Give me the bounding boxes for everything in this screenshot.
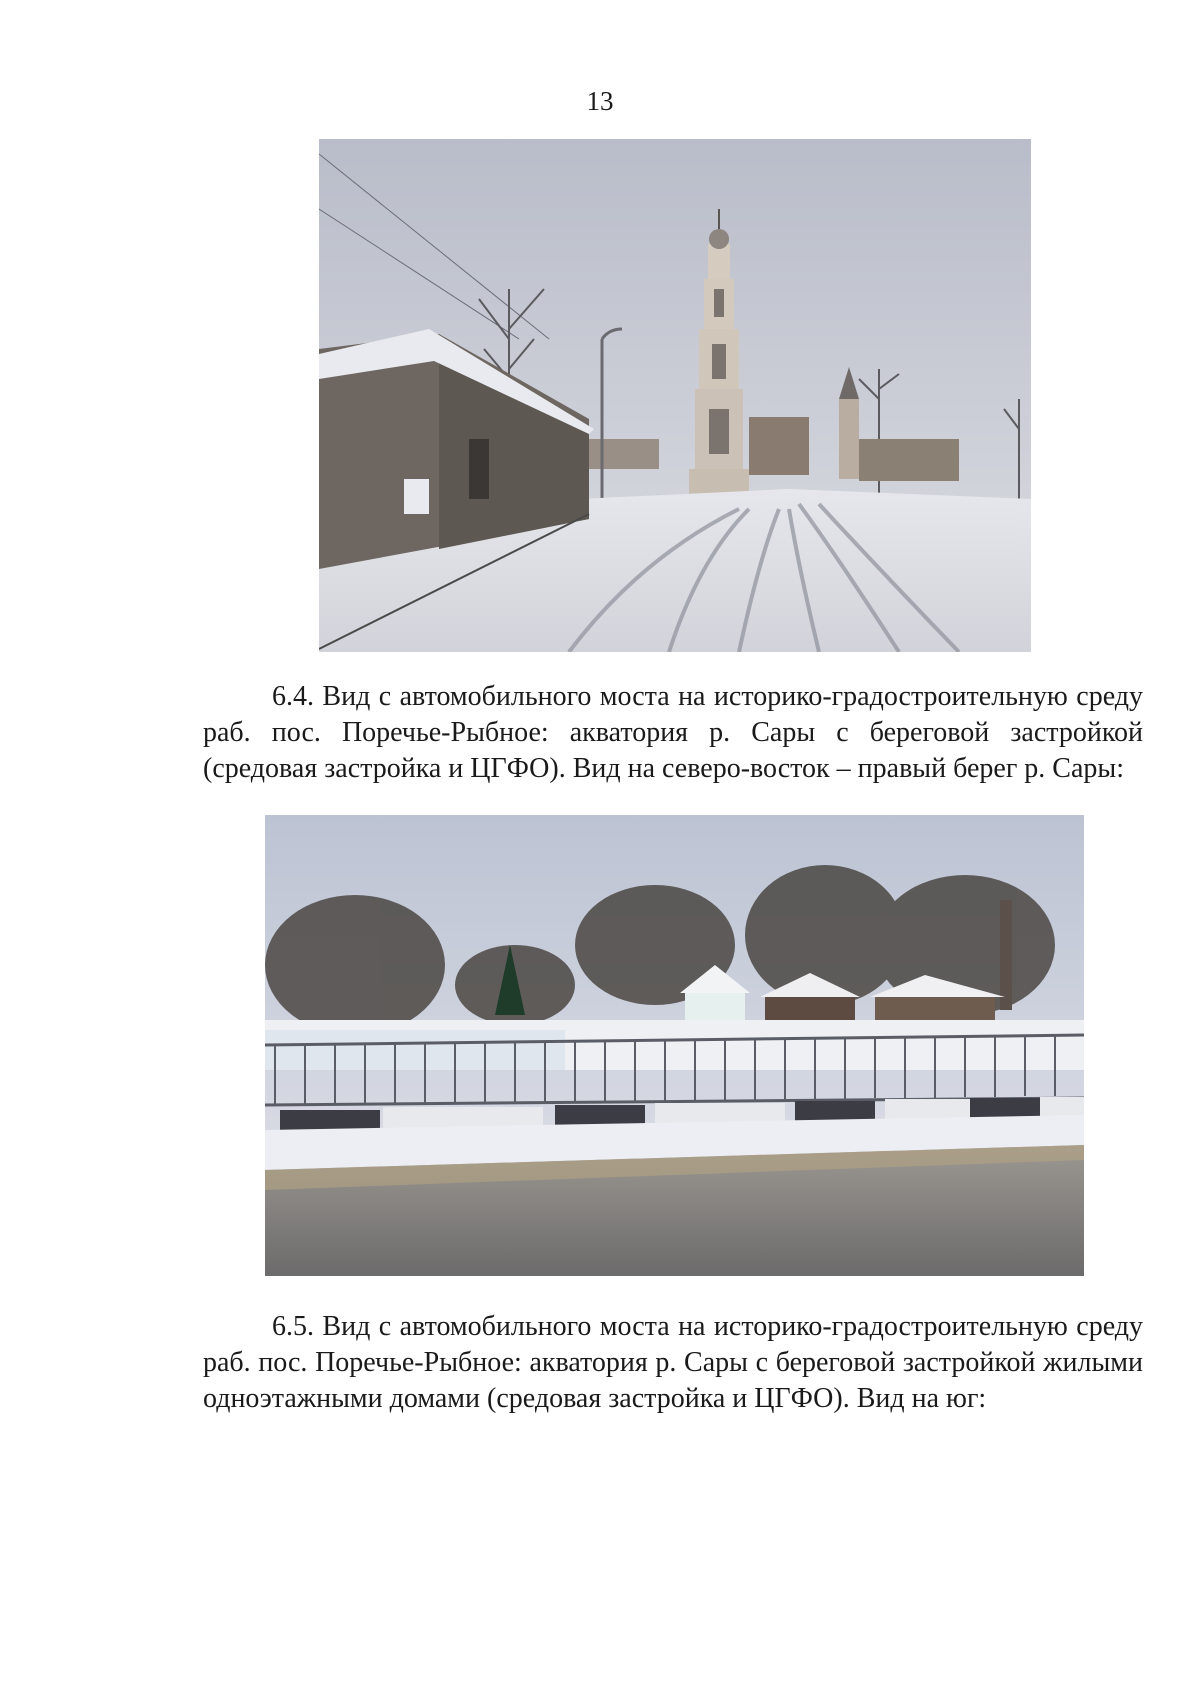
- caption-6-5: 6.5. Вид с автомобильного моста на историко-градостроительную среду раб. пос. Поречье-Рыбное: акватория р. Сары с береговой застройкой жилыми одноэтажными домами (средовая застройка и ЦГФО). Вид на юг:: [203, 1311, 1143, 1414]
- river-view-photo: [265, 815, 1084, 1276]
- page-number: 13: [586, 86, 614, 116]
- bell-tower-photo: [319, 139, 1031, 652]
- caption-6-4: 6.4. Вид с автомобильного моста на историко-градостроительную среду раб. пос. Поречье-Рыбное: акватория р. Сары с береговой застройкой (средовая застройка и ЦГФО). Вид на северо-восток – правый берег р. Сары:: [203, 681, 1143, 784]
